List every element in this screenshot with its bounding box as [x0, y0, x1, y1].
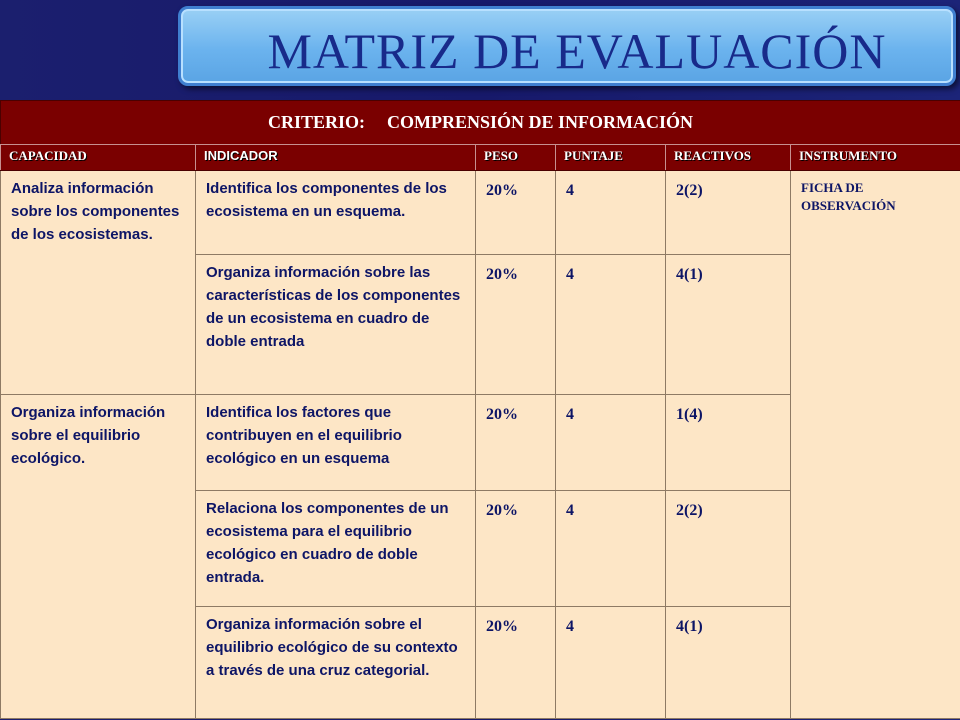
column-header-row [1, 145, 960, 171]
puntaje-cell: 4 [556, 395, 666, 491]
peso-cell: 20% [476, 491, 556, 607]
reactivos-cell: 4(1) [666, 607, 791, 719]
peso-cell: 20% [476, 607, 556, 719]
title-banner [178, 6, 956, 86]
header-instrumento: INSTRUMENTO [791, 145, 960, 171]
header-reactivos: REACTIVOS [666, 145, 791, 171]
peso-cell: 20% [476, 171, 556, 255]
header-indicador: INDICADOR [196, 145, 476, 171]
evaluation-matrix-table [0, 100, 960, 719]
reactivos-cell: 2(2) [666, 491, 791, 607]
puntaje-cell: 4 [556, 607, 666, 719]
criterio-label: CRITERIO: [268, 112, 366, 132]
puntaje-cell: 4 [556, 255, 666, 395]
header-puntaje: PUNTAJE [556, 145, 666, 171]
instrumento-cell: FICHA DE OBSERVACIÓN [791, 171, 960, 719]
puntaje-cell: 4 [556, 171, 666, 255]
criterio-row [1, 101, 960, 145]
criterio-header [1, 101, 960, 145]
header-peso: PESO [476, 145, 556, 171]
indicador-cell: Organiza información sobre las características de los componentes de un ecosistema en cuadro de doble entrada [196, 255, 476, 395]
table-row [1, 171, 960, 255]
reactivos-cell: 4(1) [666, 255, 791, 395]
reactivos-cell: 2(2) [666, 171, 791, 255]
capacidad-cell: Organiza información sobre el equilibrio ecológico. [1, 395, 196, 719]
criterio-value: COMPRENSIÓN DE INFORMACIÓN [387, 112, 694, 132]
puntaje-cell: 4 [556, 491, 666, 607]
header-capacidad: CAPACIDAD [1, 145, 196, 171]
peso-cell: 20% [476, 255, 556, 395]
page-title: MATRIZ DE EVALUACIÓN [267, 23, 887, 79]
indicador-cell: Identifica los factores que contribuyen en el equilibrio ecológico en un esquema [196, 395, 476, 491]
indicador-cell: Relaciona los componentes de un ecosistema para el equilibrio ecológico en cuadro de doble entrada. [196, 491, 476, 607]
indicador-cell: Organiza información sobre el equilibrio ecológico de su contexto a través de una cruz categorial. [196, 607, 476, 719]
peso-cell: 20% [476, 395, 556, 491]
capacidad-cell: Analiza información sobre los componentes de los ecosistemas. [1, 171, 196, 395]
indicador-cell: Identifica los componentes de los ecosistema en un esquema. [196, 171, 476, 255]
reactivos-cell: 1(4) [666, 395, 791, 491]
